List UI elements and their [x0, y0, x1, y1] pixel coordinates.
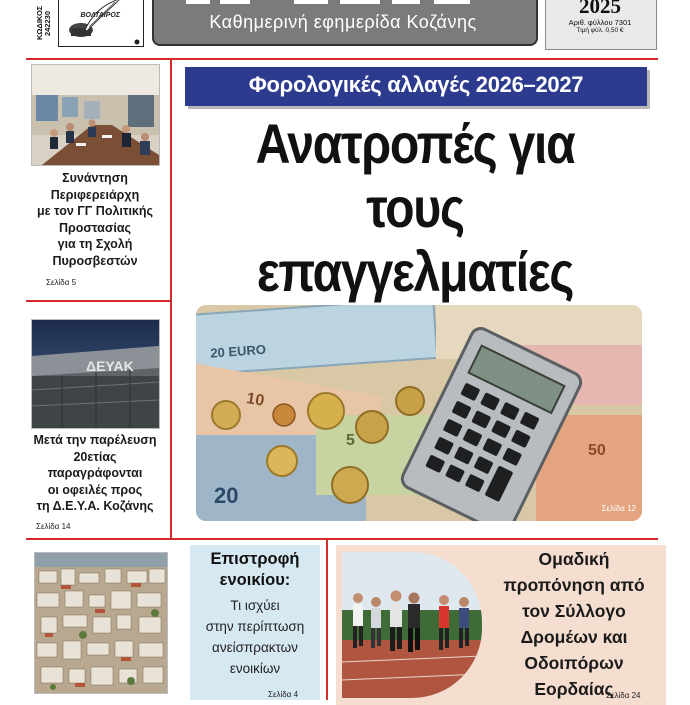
- masthead: [0, 0, 690, 58]
- lead-page-ref: Σελίδα 12: [601, 504, 636, 513]
- logo-text: ΒΟΛΤΑΙΡΟΣ: [80, 12, 120, 19]
- story-meeting-caption: Συνάντηση Περιφερειάρχη με τον ΓΓ Πολιτικής Προστασίας για τη Σχολή Πυροσβεστών: [36, 171, 154, 268]
- masthead-subtitle: Καθημερινή εφημερίδα Κοζάνης: [209, 12, 477, 32]
- story-meeting-page: Σελίδα 5: [46, 278, 77, 287]
- issue-year: 2025: [579, 0, 621, 18]
- bottom-section-rule: [26, 538, 658, 540]
- deyak-building-photo: [31, 319, 160, 429]
- left-divider-rule: [26, 300, 172, 302]
- money-calculator-photo: [196, 305, 642, 521]
- issue-price: Τιμή φύλ. 0,50 €: [576, 27, 624, 34]
- city-aerial-photo: [34, 552, 168, 694]
- story-deyak-page: Σελίδα 14: [36, 522, 71, 531]
- banknote-5-label: 5: [346, 432, 355, 449]
- banknote-50-label: 50: [588, 442, 606, 459]
- rent-story-title: Επιστροφή ενοικίου:: [210, 550, 300, 589]
- running-story-title: Ομαδική προπόνηση από τον Σύλλογο Δρομέων και Οδοιπόρων Εορδαίας: [503, 549, 645, 699]
- banknote-20-corner-label: 20: [214, 483, 239, 508]
- meeting-photo: [31, 64, 160, 166]
- column-rule: [170, 58, 172, 540]
- running-story-page: Σελίδα 24: [606, 691, 641, 700]
- quill-logo-icon: [59, 0, 143, 46]
- lead-banner-text: Φορολογικές αλλαγές 2026–2027: [248, 72, 584, 97]
- publication-code: ΚΩΔΙΚΟΣ 242230: [35, 5, 52, 41]
- bottom-column-rule: [326, 540, 328, 700]
- lead-headline: Ανατροπές για τους επαγγελματίες: [255, 112, 575, 303]
- runners-photo: [342, 552, 482, 698]
- top-rule: [26, 58, 658, 60]
- story-deyak-caption: Μετά την παρέλευση 20ετίας παραγράφονται οι οφειλές προς τη Δ.Ε.Υ.Α. Κοζάνης: [33, 433, 157, 513]
- rent-story-body: Τι ισχύει στην περίπτωση ανείσπρακτων ενοικίων: [205, 598, 305, 676]
- logo-frame: [58, 0, 144, 47]
- issue-number: Αριθ. φύλλου 7301: [568, 18, 632, 27]
- deyak-sign: ΔΕΥΑΚ: [86, 358, 134, 374]
- banknote-10-label: 10: [244, 390, 266, 410]
- banknote-20-label: 20 EURO: [209, 341, 267, 361]
- rent-story-page: Σελίδα 4: [268, 690, 299, 699]
